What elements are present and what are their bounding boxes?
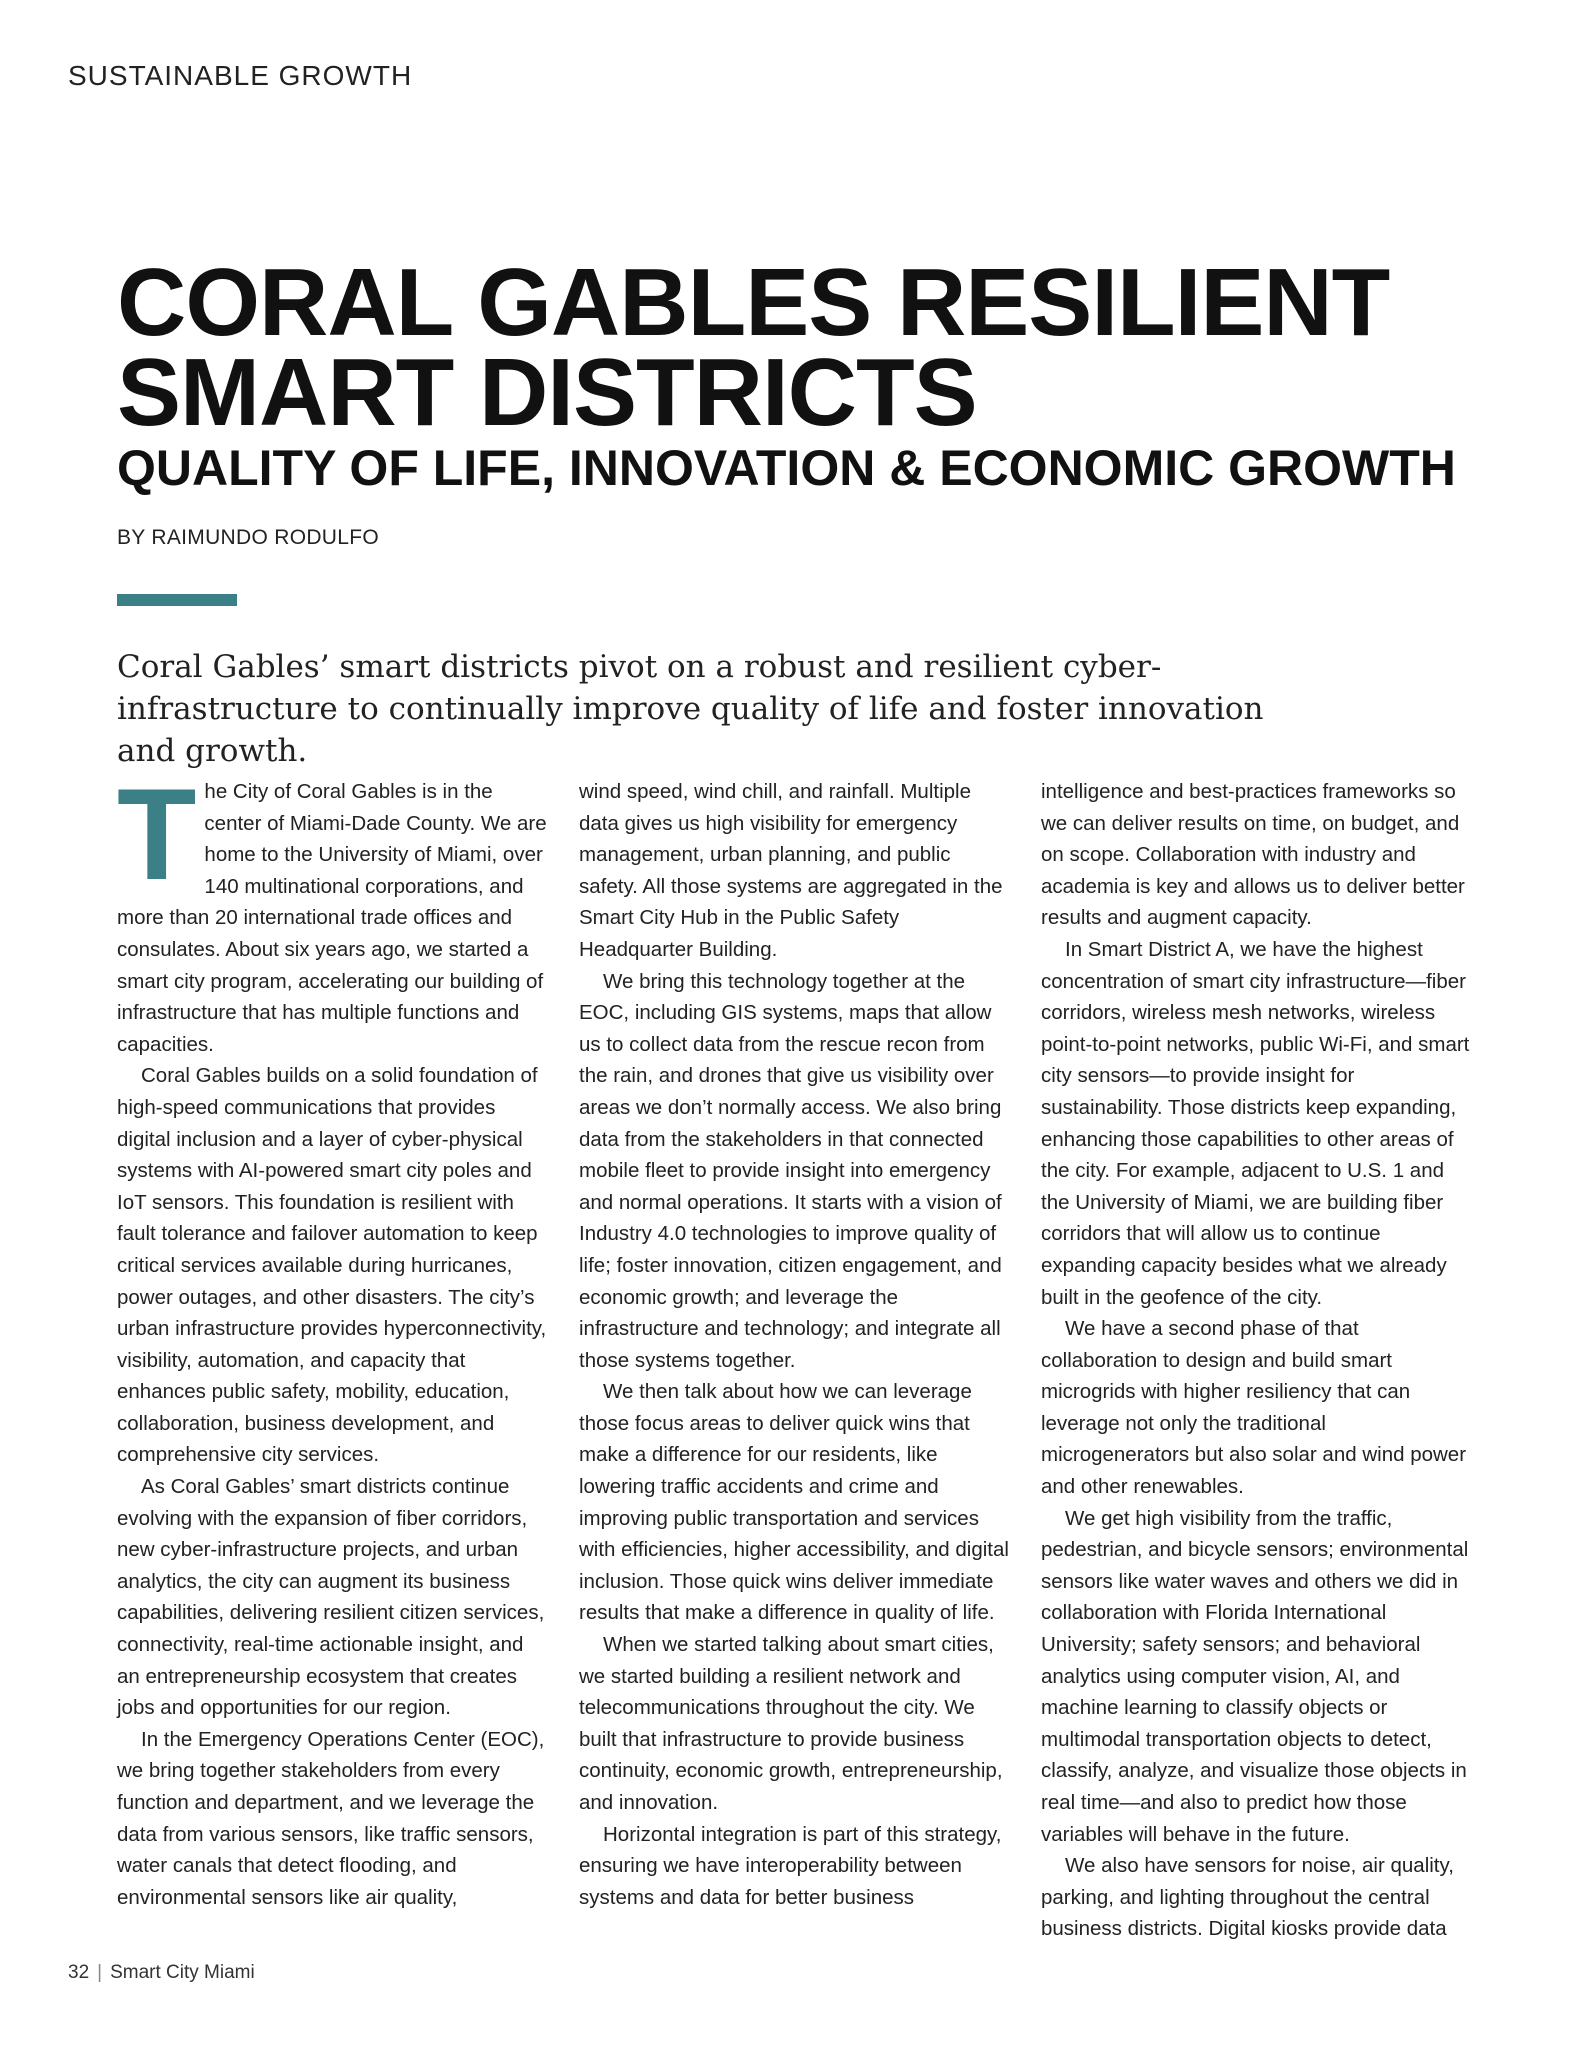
drop-cap: T bbox=[117, 761, 197, 907]
body-paragraph: intelligence and best-practices frameworks so we can deliver results on time, on budget, and on scope. Collaboration with industry and academia is key and allows us to deliver better results and augment capacity. bbox=[1041, 780, 1465, 930]
body-column-3 bbox=[1041, 776, 1473, 1945]
body-paragraph: In Smart District A, we have the highest concentration of smart city infrastructure—fiber corridors, wireless mesh networks, wireless point-to-point networks, public Wi-Fi, and smart city sensors—to provide insight for sustainability. Those districts keep expanding, enhancing those capabilities to other areas of the city. For example, adjacent to U.S. 1 and the University of Miami, we are building fiber corridors that will allow us to continue expanding capacity besides what we already built in the geofence of the city. bbox=[1041, 937, 1470, 1309]
byline: BY RAIMUNDO RODULFO bbox=[117, 526, 380, 549]
body-paragraph: wind speed, wind chill, and rainfall. Multiple data gives us high visibility for emergency management, urban planning, and public safety. All those systems are aggregated in the Smart City Hub in the Public Safety Headquarter Building. bbox=[579, 780, 1003, 961]
publication-name: Smart City Miami bbox=[110, 1962, 255, 1983]
lead-paragraph: Coral Gables’ smart districts pivot on a robust and resilient cyber-infrastructure to continually improve quality of life and foster innovation and growth. bbox=[117, 649, 1264, 769]
body-paragraph: Horizontal integration is part of this strategy, ensuring we have interoperability between systems and data for better business bbox=[579, 1822, 1002, 1909]
body-paragraph: When we started talking about smart cities, we started building a resilient network and telecommunications throughout the city. We built that infrastructure to provide business continuity, economic growth, entrepreneurship, and innovation. bbox=[579, 1633, 1003, 1814]
accent-divider bbox=[117, 594, 237, 606]
page-number: 32 bbox=[68, 1962, 90, 1983]
body-paragraph-text: he City of Coral Gables is in the center of Miami-Dade County. We are home to the University of Miami, over 140 multinational corporations, and more than 20 international trade offices and consulates. About six years ago, we started a smart city program, accelerating our building of infrastructure that has multiple functions and capacities. bbox=[117, 780, 547, 1056]
article-subtitle: QUALITY OF LIFE, INNOVATION & ECONOMIC GROWTH bbox=[117, 440, 1456, 496]
body-paragraph: In the Emergency Operations Center (EOC), we bring together stakeholders from every function and department, and we leverage the data from various sensors, like traffic sensors, water canals that detect flooding, and environmental sensors like air quality, bbox=[117, 1727, 545, 1909]
body-paragraph: We bring this technology together at the EOC, including GIS systems, maps that allow us to collect data from the rescue recon from the rain, and drones that give us visibility over areas we don’t normally access. We also bring data from the stakeholders in that connected mobile fleet to provide insight into emergency and normal operations. It starts with a vision of Industry 4.0 technologies to improve quality of life; foster innovation, citizen engagement, and economic growth; and leverage the infrastructure and technology; and integrate all those systems together. bbox=[579, 969, 1002, 1372]
body-paragraph: We have a second phase of that collaboration to design and build smart microgrids with higher resiliency that can leverage not only the traditional microgenerators but also solar and wind power and other renewables. bbox=[1041, 1317, 1467, 1499]
body-paragraph: Coral Gables builds on a solid foundation of high-speed communications that provides digital inclusion and a layer of cyber-physical systems with AI-powered smart city poles and IoT sensors. This foundation is resilient with fault tolerance and failover automation to keep critical services available during hurricanes, power outages, and other disasters. The city’s urban infrastructure provides hyperconnectivity, visibility, automation, and capacity that enhances public safety, mobility, education, collaboration, business development, and comprehensive city services. bbox=[117, 1064, 547, 1467]
body-paragraph: We then talk about how we can leverage those focus areas to deliver quick wins that make a difference for our residents, like lowering traffic accidents and crime and improving public transportation and services with efficiencies, higher accessibility, and digital inclusion. Those quick wins deliver immediate results that make a difference in quality of life. bbox=[579, 1380, 1009, 1625]
body-paragraph: As Coral Gables’ smart districts continue evolving with the expansion of fiber corridors, new cyber-infrastructure projects, and urban analytics, the city can augment its business capabilities, delivering resilient citizen services, connectivity, real-time actionable insight, and an entrepreneurship ecosystem that creates jobs and opportunities for our region. bbox=[117, 1475, 545, 1720]
article-title: CORAL GABLES RESILIENT SMART DISTRICTS bbox=[117, 249, 1390, 446]
page-footer bbox=[68, 1962, 255, 1984]
footer-separator: | bbox=[97, 1962, 103, 1983]
body-paragraph: We also have sensors for noise, air quality, parking, and lighting throughout the central business districts. Digital kiosks provide data bbox=[1041, 1854, 1454, 1941]
section-label: SUSTAINABLE GROWTH bbox=[68, 60, 413, 91]
body-column-2 bbox=[579, 776, 1011, 1913]
body-paragraph: We get high visibility from the traffic, pedestrian, and bicycle sensors; environmental sensors like water waves and others we did in collaboration with Florida International University; safety sensors; and behavioral analytics using computer vision, AI, and machine learning to classify objects or multimodal transportation objects to detect, classify, analyze, and visualize those objects in real time—and also to predict how those variables will behave in the future. bbox=[1041, 1506, 1469, 1846]
body-paragraph bbox=[117, 761, 549, 1060]
body-column-1 bbox=[117, 761, 549, 1913]
